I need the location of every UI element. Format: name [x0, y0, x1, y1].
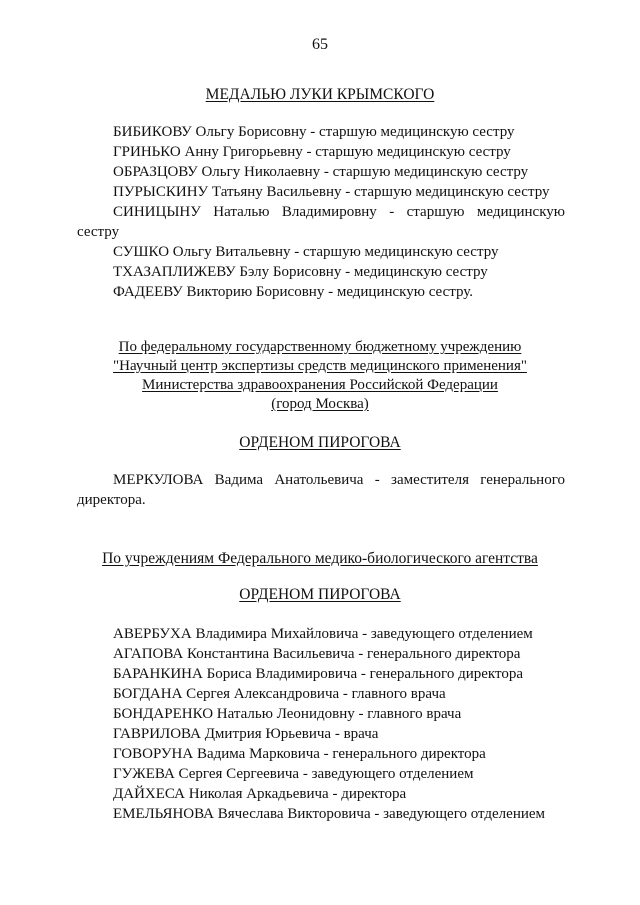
- recipient-paragraph: МЕРКУЛОВА Вадима Анатольевича - заместителя генерального директора.: [77, 472, 565, 508]
- recipient-line: ДАЙХЕСА Николая Аркадьевича - директора: [113, 786, 407, 802]
- organization-line: По федеральному государственному бюджетному учреждению: [118, 339, 522, 355]
- recipient-line: АВЕРБУХА Владимира Михайловича - заведующего отделением: [113, 626, 533, 642]
- recipient-line: БИБИКОВУ Ольгу Борисовну - старшую медицинскую сестру: [113, 124, 515, 140]
- recipient-line: ПУРЫСКИНУ Татьяну Васильевну - старшую медицинскую сестру: [113, 184, 550, 200]
- recipient-line: ГАВРИЛОВА Дмитрия Юрьевича - врача: [113, 726, 379, 742]
- recipient-line: ОБРАЗЦОВУ Ольгу Николаевну - старшую медицинскую сестру: [113, 164, 529, 180]
- recipient-line: ТХАЗАПЛИЖЕВУ Бэлу Борисовну - медицинскую сестру: [113, 264, 488, 280]
- recipient-line: ФАДЕЕВУ Викторию Борисовну - медицинскую сестру.: [113, 284, 474, 300]
- award-heading-pirogov-order: ОРДЕНОМ ПИРОГОВА: [239, 434, 401, 451]
- recipient-line: ГУЖЕВА Сергея Сергеевича - заведующего отделением: [113, 766, 474, 782]
- recipient-line: АГАПОВА Константина Васильевича - генерального директора: [113, 646, 521, 662]
- recipient-line: БОНДАРЕНКО Наталью Леонидовну - главного врача: [113, 706, 462, 722]
- award-heading-luka-medal: МЕДАЛЬЮ ЛУКИ КРЫМСКОГО: [205, 86, 435, 103]
- recipient-line: ГОВОРУНА Вадима Марковича - генерального директора: [113, 746, 486, 762]
- recipient-line: БАРАНКИНА Бориса Владимировича - генерального директора: [113, 666, 524, 682]
- award-heading-pirogov-order: ОРДЕНОМ ПИРОГОВА: [239, 586, 401, 603]
- agency-heading: По учреждениям Федерального медико-биологического агентства: [102, 550, 538, 567]
- organization-line: Министерства здравоохранения Российской Федерации: [142, 377, 498, 393]
- recipient-line: ЕМЕЛЬЯНОВА Вячеслава Викторовича - заведующего отделением: [113, 806, 546, 822]
- organization-block: [0, 338, 640, 414]
- recipient-wrapped: [77, 202, 565, 242]
- organization-line: "Научный центр экспертизы средств медицинского применения": [113, 358, 527, 374]
- recipient-line: БОГДАНА Сергея Александровича - главного врача: [113, 686, 446, 702]
- recipient-line: СУШКО Ольгу Витальевну - старшую медицинскую сестру: [113, 244, 499, 260]
- organization-line: (город Москва): [271, 396, 369, 412]
- page-number: 65: [312, 36, 328, 53]
- recipient-paragraph: СИНИЦЫНУ Наталью Владимировну - старшую медицинскую сестру: [77, 204, 565, 240]
- recipient-line: ГРИНЬКО Анну Григорьевну - старшую медицинскую сестру: [113, 144, 511, 160]
- recipient-wrapped: [77, 470, 565, 510]
